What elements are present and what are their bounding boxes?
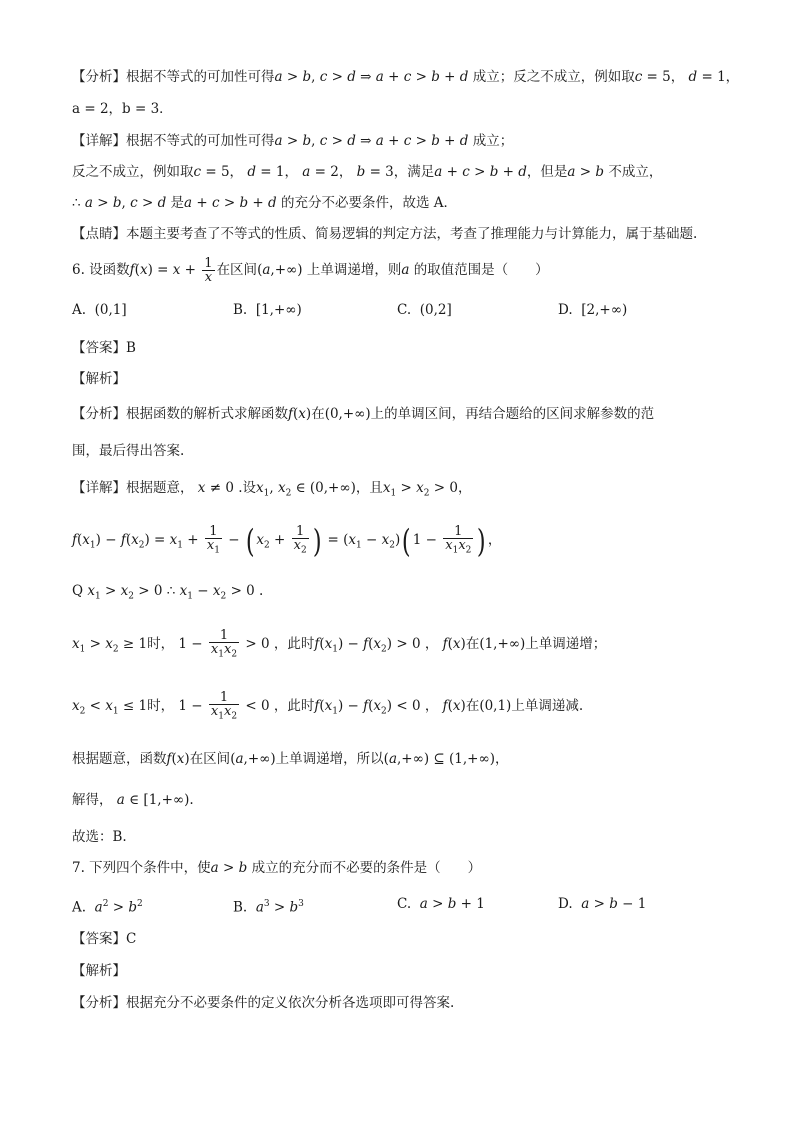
q6-detail-line1: 【详解】根据题意， x ≠ 0 .设$x_1$, $x_2$ ∈ (0,+∞)，且$x_1 > x_2 > 0$，	[72, 480, 472, 499]
q7-analysis: 【分析】根据充分不必要条件的定义依次分析各选项即可得答案.	[72, 995, 455, 1011]
q6-option-d: D. [2,+∞)	[558, 302, 628, 318]
q7-jiexi-tag: 【解析】	[72, 963, 126, 979]
q6-option-c: C. (0,2]	[397, 302, 452, 318]
q7-stem: 7. 下列四个条件中，使a > b 成立的充分而不必要的条件是（ ）	[72, 860, 482, 876]
q7-option-a: A. $a^2 > b^2$	[72, 899, 143, 916]
q6-analysis-line1: 【分析】根据函数的解析式求解函数f(x)在(0,+∞)上的单调区间，再结合题给的区间求解参数的范	[72, 406, 655, 422]
q7-option-d: D. a > b − 1	[558, 896, 647, 912]
q6-stem: 6. 设函数f(x) = x + $\frac{1}{x}$ 在区间(a,+∞) 上单调递增，则a 的取值范围是（ ）	[72, 256, 549, 285]
q7-option-c: C. a > b + 1	[397, 896, 485, 912]
q7-answer: 【答案】C	[72, 931, 137, 947]
q6-solve: 解得， a ∈ [1,+∞).	[72, 792, 194, 808]
q6-q-line: Q $x_1 > x_2 > 0$ ∴ $x_1 - x_2 > 0$ .	[72, 583, 264, 602]
q6-analysis-line2: 围，最后得出答案.	[72, 443, 185, 459]
p5-detail-line3: ∴ a > b, c > d 是a + c > b + d 的充分不必要条件，故选 A．	[72, 195, 458, 211]
q6-choose: 故选：B.	[72, 829, 127, 845]
p5-comment: 【点睛】本题主要考查了不等式的性质、简易逻辑的判定方法，考查了推理能力与计算能力，属于基础题.	[72, 226, 698, 242]
q6-equation: $f(x_1) - f(x_2) = x_1$ + $\frac{1}{x_1}$ − ( $x_2$ + $\frac{1}{x_2}$ ) = $(x_1 - x_2)$( 1 − $\frac{1}{x_1x_2}$ ) ，	[72, 521, 502, 560]
q6-option-a: A. (0,1]	[72, 302, 127, 318]
q6-case1: $x_1 > x_2 \ge 1$时， 1 − $\frac{1}{x_1x_2}$ > 0 ，此时$f(x_1) - f(x_2) > 0$ ， f(x)在(1,+∞)上单调递增；	[72, 628, 607, 660]
q6-case2: $x_2 < x_1 \le 1$时， 1 − $\frac{1}{x_1x_2}$ < 0 ，此时$f(x_1) - f(x_2) < 0$ ， f(x)在(0,1)上单调递减.	[72, 690, 584, 722]
q6-conclusion: 根据题意，函数f(x)在区间(a,+∞)上单调递增，所以(a,+∞) ⊆ (1,+∞)，	[72, 751, 509, 767]
q6-jiexi-tag: 【解析】	[72, 371, 126, 387]
p5-analysis-line1: 【分析】根据不等式的可加性可得a > b, c > d ⇒ a + c > b + d 成立；反之不成立，例如取c = 5， d = 1，	[72, 69, 740, 85]
analysis-tag: 【分析】	[72, 69, 126, 85]
p5-detail-line2: 反之不成立，例如取c = 5， d = 1， a = 2， b = 3，满足a + c > b + d，但是a > b 不成立，	[72, 164, 663, 180]
q6-option-b: B. [1,+∞)	[233, 302, 302, 318]
p5-analysis-line2: a = 2，b = 3．	[72, 101, 173, 117]
p5-detail-line1: 【详解】根据不等式的可加性可得a > b, c > d ⇒ a + c > b + d 成立；	[72, 133, 514, 149]
q7-option-b: B. $a^3 > b^3$	[233, 899, 304, 916]
q6-answer: 【答案】B	[72, 340, 136, 356]
